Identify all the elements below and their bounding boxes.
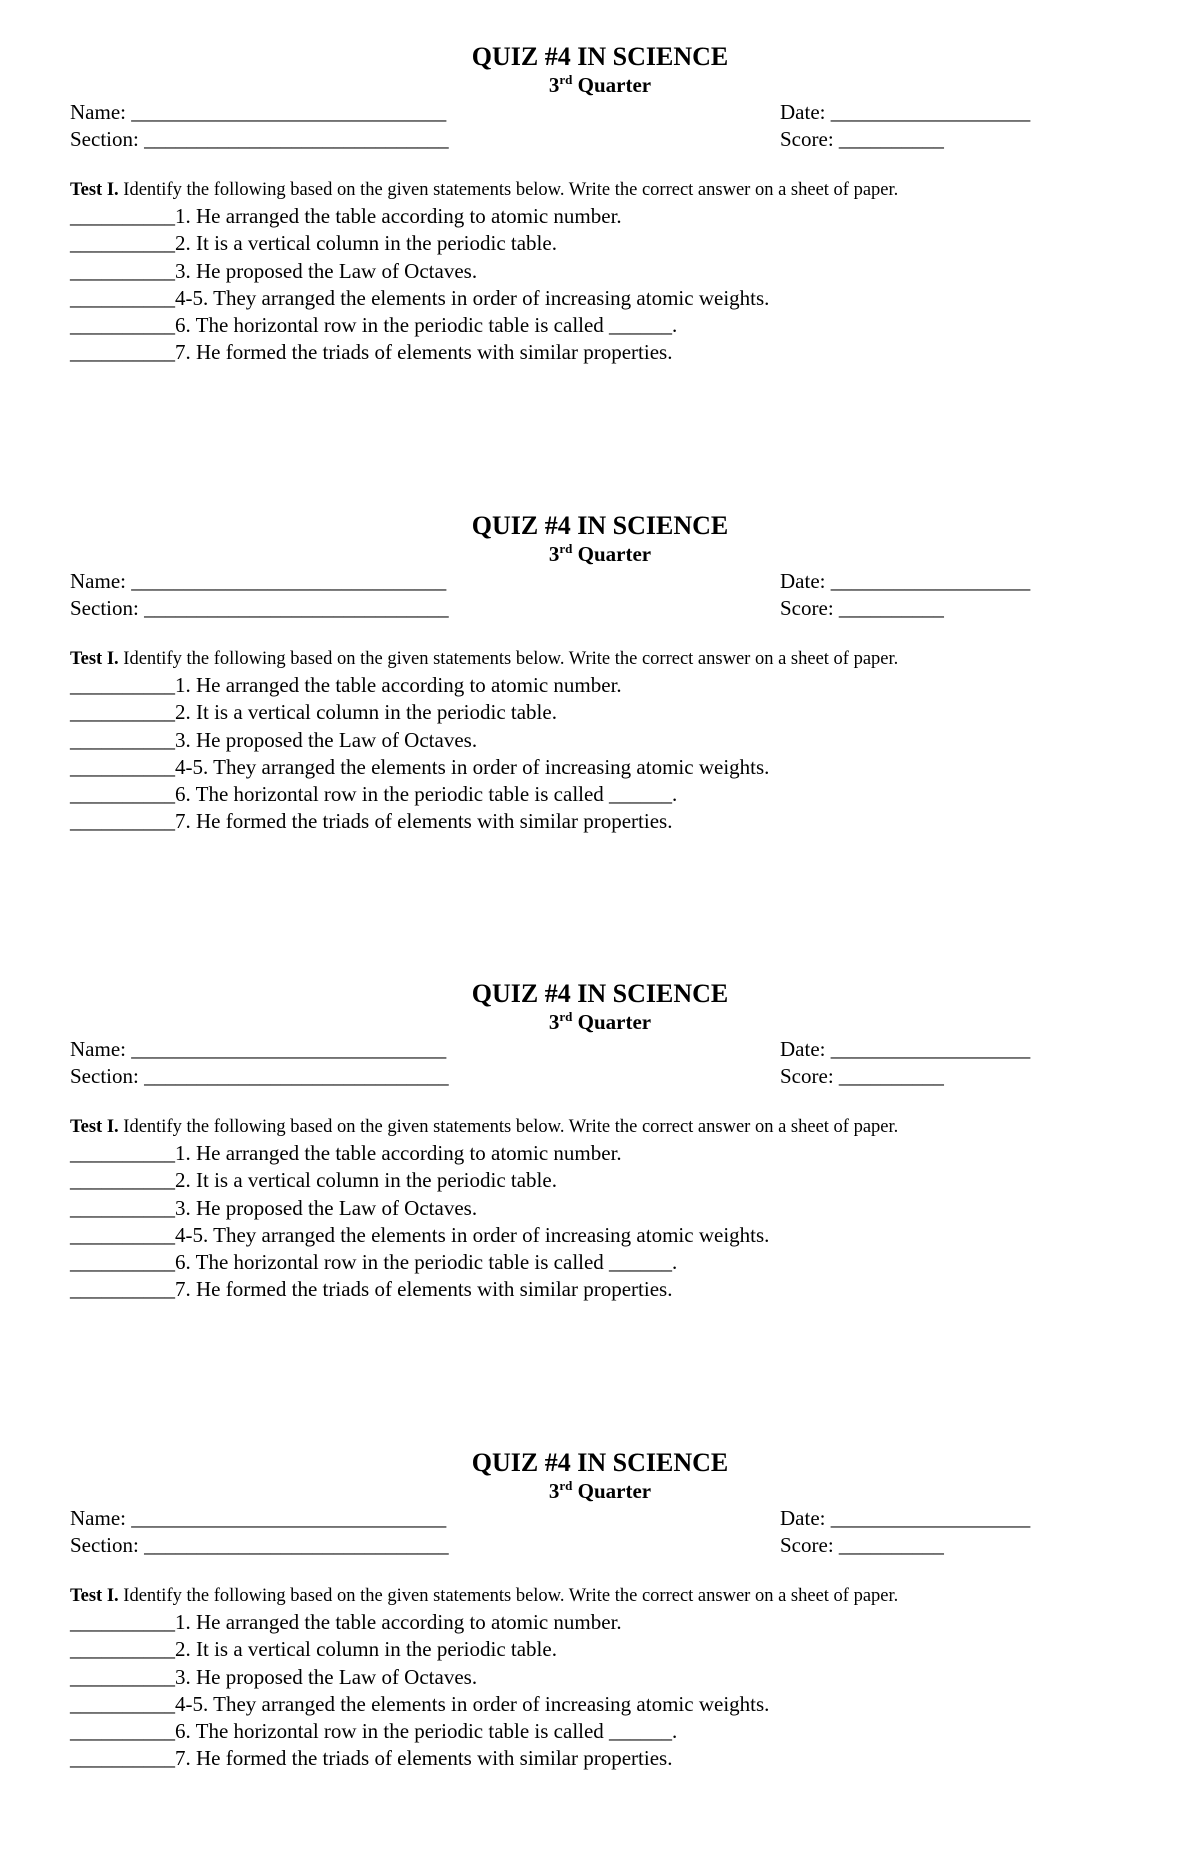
question-item: __________4-5. They arranged the elements in order of increasing atomic weights. — [70, 1691, 770, 1716]
score-field: Score: __________ — [780, 1533, 944, 1557]
quarter-label: 3rd Quarter — [548, 1009, 652, 1034]
score-field: Score: __________ — [780, 127, 944, 151]
question-item: __________6. The horizontal row in the periodic table is called ______. — [70, 1719, 678, 1744]
quarter-label: 3rd Quarter — [548, 541, 652, 566]
section-field: Section: _____________________________ — [70, 1533, 449, 1557]
question-item: __________2. It is a vertical column in the periodic table. — [70, 231, 557, 256]
date-field: Date: ___________________ — [780, 569, 1031, 593]
question-list — [70, 1609, 769, 1773]
quarter-label: 3rd Quarter — [548, 1478, 652, 1503]
question-item: __________4-5. They arranged the elements in order of increasing atomic weights. — [70, 1222, 770, 1247]
question-item: __________3. He proposed the Law of Octaves. — [70, 258, 478, 283]
question-item: __________6. The horizontal row in the periodic table is called ______. — [70, 313, 678, 338]
question-item: __________4-5. They arranged the elements in order of increasing atomic weights. — [70, 754, 770, 779]
question-item: __________1. He arranged the table according to atomic number. — [70, 673, 622, 697]
question-item: __________6. The horizontal row in the periodic table is called ______. — [70, 1250, 678, 1275]
date-field: Date: ___________________ — [780, 100, 1031, 124]
quiz-block-3 — [0, 979, 1200, 1399]
test-label: Test I. — [70, 649, 119, 669]
quiz-title: QUIZ #4 IN SCIENCE — [471, 42, 729, 71]
quiz-title: QUIZ #4 IN SCIENCE — [471, 979, 729, 1008]
test-instructions: Test I. Identify the following based on the given statements below. Write the correct answer on a sheet of paper. — [70, 180, 899, 200]
question-item: __________1. He arranged the table according to atomic number. — [70, 204, 622, 228]
test-label: Test I. — [70, 180, 119, 200]
question-item: __________7. He formed the triads of elements with similar properties. — [70, 340, 673, 365]
quiz-block-1 — [0, 42, 1200, 462]
name-field: Name: ______________________________ — [70, 1037, 447, 1061]
name-field: Name: ______________________________ — [70, 1506, 447, 1530]
date-field: Date: ___________________ — [780, 1037, 1031, 1061]
quiz-title: QUIZ #4 IN SCIENCE — [471, 511, 729, 540]
question-item: __________2. It is a vertical column in the periodic table. — [70, 700, 557, 725]
question-item: __________3. He proposed the Law of Octaves. — [70, 727, 478, 752]
question-item: __________3. He proposed the Law of Octaves. — [70, 1664, 478, 1689]
question-list — [70, 1140, 769, 1304]
test-instructions: Test I. Identify the following based on the given statements below. Write the correct answer on a sheet of paper. — [70, 1117, 899, 1137]
question-item: __________1. He arranged the table according to atomic number. — [70, 1610, 622, 1634]
question-item: __________2. It is a vertical column in the periodic table. — [70, 1637, 557, 1662]
question-item: __________7. He formed the triads of elements with similar properties. — [70, 1277, 673, 1302]
name-field: Name: ______________________________ — [70, 100, 447, 124]
section-field: Section: _____________________________ — [70, 127, 449, 151]
date-field: Date: ___________________ — [780, 1506, 1031, 1530]
question-item: __________6. The horizontal row in the periodic table is called ______. — [70, 782, 678, 807]
test-instructions: Test I. Identify the following based on the given statements below. Write the correct answer on a sheet of paper. — [70, 1586, 899, 1606]
section-field: Section: _____________________________ — [70, 1064, 449, 1088]
question-item: __________3. He proposed the Law of Octaves. — [70, 1195, 478, 1220]
quiz-block-2 — [0, 511, 1200, 931]
score-field: Score: __________ — [780, 1064, 944, 1088]
test-label: Test I. — [70, 1586, 119, 1606]
section-field: Section: _____________________________ — [70, 596, 449, 620]
question-item: __________2. It is a vertical column in the periodic table. — [70, 1168, 557, 1193]
question-list — [70, 203, 769, 367]
quiz-block-4 — [0, 1448, 1200, 1868]
test-instructions: Test I. Identify the following based on the given statements below. Write the correct answer on a sheet of paper. — [70, 649, 899, 669]
question-list — [70, 672, 769, 836]
question-item: __________4-5. They arranged the elements in order of increasing atomic weights. — [70, 285, 770, 310]
question-item: __________1. He arranged the table according to atomic number. — [70, 1141, 622, 1165]
quiz-title: QUIZ #4 IN SCIENCE — [471, 1448, 729, 1477]
question-item: __________7. He formed the triads of elements with similar properties. — [70, 1746, 673, 1771]
test-label: Test I. — [70, 1117, 119, 1137]
score-field: Score: __________ — [780, 596, 944, 620]
question-item: __________7. He formed the triads of elements with similar properties. — [70, 809, 673, 834]
name-field: Name: ______________________________ — [70, 569, 447, 593]
quarter-label: 3rd Quarter — [548, 72, 652, 97]
